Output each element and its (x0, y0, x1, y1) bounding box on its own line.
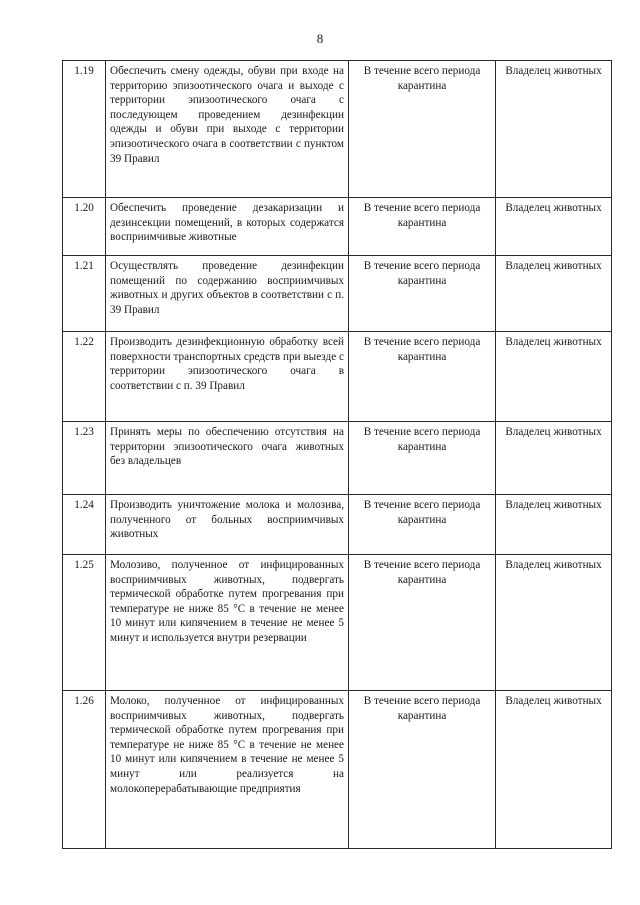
table-row (63, 495, 612, 555)
measure-text: Осуществлять проведение дезинфекции помещений по содержанию восприимчивых животных и других объектов в соответствии с п. 39 Правил (106, 256, 349, 332)
measure-responsible: Владелец животных (496, 198, 612, 256)
table-row (63, 555, 612, 691)
measure-term: В течение всего периода карантина (349, 332, 496, 422)
measure-responsible: Владелец животных (496, 256, 612, 332)
measure-responsible: Владелец животных (496, 332, 612, 422)
measure-term: В течение всего периода карантина (349, 198, 496, 256)
measure-text: Принять меры по обеспечению отсутствия на территории эпизоотического очага животных без владельцев (106, 422, 349, 495)
table-row (63, 61, 612, 198)
measure-term: В течение всего периода карантина (349, 691, 496, 849)
measure-text: Производить уничтожение молока и молозива, полученного от больных восприимчивых животных (106, 495, 349, 555)
measure-responsible: Владелец животных (496, 555, 612, 691)
measure-responsible: Владелец животных (496, 691, 612, 849)
measure-text: Молоко, полученное от инфицированных восприимчивых животных, подвергать термической обработке путем прогревания при температуре не ниже 85 °С в течение не менее 10 минут или кипячением в течение не менее 5 минут или реализуется на молокоперерабатывающие предприятия (106, 691, 349, 849)
measure-term: В течение всего периода карантина (349, 495, 496, 555)
measure-text: Обеспечить проведение дезакаризации и дезинсекции помещений, в которых содержатся восприимчивые животные (106, 198, 349, 256)
item-number: 1.19 (63, 61, 106, 198)
item-number: 1.24 (63, 495, 106, 555)
table-row (63, 422, 612, 495)
measure-text: Обеспечить смену одежды, обуви при входе на территорию эпизоотического очага и выходе с территории эпизоотического очага с последующем проведением дезинфекции одежды и обуви при выходе с территории эпизоотического очага в соответствии с пунктом 39 Правил (106, 61, 349, 198)
item-number: 1.23 (63, 422, 106, 495)
measure-text: Молозиво, полученное от инфицированных восприимчивых животных, подвергать термической обработке путем прогревания при температуре не ниже 85 °С в течение не менее 10 минут или кипячением в течение не менее 5 минут и используется внутри резервации (106, 555, 349, 691)
measure-responsible: Владелец животных (496, 61, 612, 198)
measure-responsible: Владелец животных (496, 495, 612, 555)
item-number: 1.25 (63, 555, 106, 691)
measure-text: Производить дезинфекционную обработку всей поверхности транспортных средств при выезде с территории эпизоотического очага в соответствии с п. 39 Правил (106, 332, 349, 422)
item-number: 1.22 (63, 332, 106, 422)
item-number: 1.20 (63, 198, 106, 256)
measures-table (62, 60, 612, 849)
measure-term: В течение всего периода карантина (349, 256, 496, 332)
measure-term: В течение всего периода карантина (349, 555, 496, 691)
table-row (63, 198, 612, 256)
item-number: 1.26 (63, 691, 106, 849)
table-row (63, 691, 612, 849)
item-number: 1.21 (63, 256, 106, 332)
page-number: 8 (316, 31, 324, 46)
table-row (63, 256, 612, 332)
measure-responsible: Владелец животных (496, 422, 612, 495)
measure-term: В течение всего периода карантина (349, 422, 496, 495)
table-row (63, 332, 612, 422)
measure-term: В течение всего периода карантина (349, 61, 496, 198)
